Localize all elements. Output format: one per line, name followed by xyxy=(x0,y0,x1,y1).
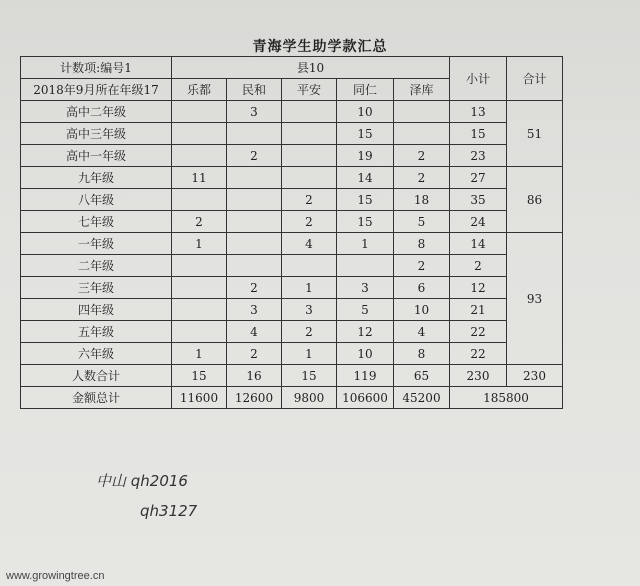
value-cell: 2 xyxy=(394,255,450,277)
value-cell: 1 xyxy=(282,277,337,299)
value-cell: 10 xyxy=(337,101,394,123)
subtotal-cell: 27 xyxy=(450,167,507,189)
value-cell: 14 xyxy=(337,167,394,189)
table-row xyxy=(21,101,563,123)
value-cell: 11600 xyxy=(172,387,227,409)
value-cell: 11 xyxy=(172,167,227,189)
table-row xyxy=(21,211,563,233)
table-row xyxy=(21,255,563,277)
value-cell: 12 xyxy=(337,321,394,343)
grade-cell: 五年级 xyxy=(21,321,172,343)
table-row xyxy=(21,343,563,365)
value-cell: 2 xyxy=(227,145,282,167)
table-row xyxy=(21,167,563,189)
value-cell xyxy=(337,255,394,277)
value-cell: 15 xyxy=(337,123,394,145)
page-title: 青海学生助学款汇总 xyxy=(252,39,388,55)
value-cell: 15 xyxy=(172,365,227,387)
value-cell xyxy=(282,123,337,145)
amount-grand-total: 185800 xyxy=(450,387,563,409)
value-cell: 1 xyxy=(172,233,227,255)
value-cell xyxy=(172,321,227,343)
grade-cell: 八年级 xyxy=(21,189,172,211)
value-cell: 6 xyxy=(394,277,450,299)
grade-cell: 三年级 xyxy=(21,277,172,299)
value-cell: 2 xyxy=(227,277,282,299)
value-cell: 2 xyxy=(282,321,337,343)
value-cell: 8 xyxy=(394,343,450,365)
amount-total-label: 金额总计 xyxy=(21,387,172,409)
grade-cell: 高中一年级 xyxy=(21,145,172,167)
handwritten-note-1: 中山 qh2016 xyxy=(96,472,188,490)
value-cell: 4 xyxy=(282,233,337,255)
value-cell xyxy=(394,101,450,123)
grade-cell: 七年级 xyxy=(21,211,172,233)
subtotal-cell: 35 xyxy=(450,189,507,211)
value-cell: 119 xyxy=(337,365,394,387)
value-cell: 2 xyxy=(227,343,282,365)
value-cell xyxy=(227,189,282,211)
value-cell: 12600 xyxy=(227,387,282,409)
subtotal-cell: 14 xyxy=(450,233,507,255)
value-cell xyxy=(227,233,282,255)
header-row-1 xyxy=(21,57,563,79)
value-cell: 65 xyxy=(394,365,450,387)
value-cell xyxy=(172,123,227,145)
county-header: 民和 xyxy=(227,79,282,101)
value-cell xyxy=(282,101,337,123)
table-row xyxy=(21,145,563,167)
grade-label: 2018年9月所在年级17 xyxy=(21,79,172,101)
handwritten-note-2: qh3127 xyxy=(140,502,198,520)
value-cell xyxy=(394,123,450,145)
value-cell xyxy=(172,255,227,277)
people-total-row xyxy=(21,365,563,387)
value-cell: 45200 xyxy=(394,387,450,409)
subtotal-cell: 22 xyxy=(450,321,507,343)
value-cell: 2 xyxy=(282,189,337,211)
value-cell xyxy=(227,211,282,233)
group-total-cell: 93 xyxy=(507,233,563,365)
value-cell: 4 xyxy=(394,321,450,343)
value-cell xyxy=(282,255,337,277)
value-cell: 3 xyxy=(227,299,282,321)
value-cell: 2 xyxy=(394,145,450,167)
watermark: www.growingtree.cn xyxy=(6,570,105,582)
value-cell: 16 xyxy=(227,365,282,387)
table-row xyxy=(21,299,563,321)
value-cell: 19 xyxy=(337,145,394,167)
grade-cell: 一年级 xyxy=(21,233,172,255)
amount-total-row xyxy=(21,387,563,409)
people-total-label: 人数合计 xyxy=(21,365,172,387)
value-cell: 5 xyxy=(337,299,394,321)
value-cell: 2 xyxy=(282,211,337,233)
grade-cell: 高中三年级 xyxy=(21,123,172,145)
people-grand-total: 230 xyxy=(507,365,563,387)
subtotal-cell: 13 xyxy=(450,101,507,123)
table-row xyxy=(21,189,563,211)
subtotal-cell: 23 xyxy=(450,145,507,167)
value-cell xyxy=(282,167,337,189)
value-cell: 3 xyxy=(282,299,337,321)
value-cell: 1 xyxy=(172,343,227,365)
table-row xyxy=(21,277,563,299)
value-cell: 9800 xyxy=(282,387,337,409)
value-cell: 8 xyxy=(394,233,450,255)
value-cell: 106600 xyxy=(337,387,394,409)
value-cell: 5 xyxy=(394,211,450,233)
table-row xyxy=(21,123,563,145)
subtotal-cell: 2 xyxy=(450,255,507,277)
value-cell: 15 xyxy=(337,189,394,211)
county-header: 同仁 xyxy=(337,79,394,101)
value-cell xyxy=(282,145,337,167)
value-cell: 4 xyxy=(227,321,282,343)
grade-cell: 高中二年级 xyxy=(21,101,172,123)
value-cell: 2 xyxy=(394,167,450,189)
value-cell xyxy=(227,255,282,277)
value-cell xyxy=(172,145,227,167)
grade-cell: 九年级 xyxy=(21,167,172,189)
value-cell: 15 xyxy=(282,365,337,387)
value-cell: 15 xyxy=(337,211,394,233)
county-header: 泽库 xyxy=(394,79,450,101)
value-cell: 10 xyxy=(394,299,450,321)
value-cell xyxy=(172,189,227,211)
county-label: 县10 xyxy=(172,57,450,79)
total-header: 合计 xyxy=(507,57,563,101)
value-cell: 18 xyxy=(394,189,450,211)
value-cell: 10 xyxy=(337,343,394,365)
table-row xyxy=(21,321,563,343)
grade-cell: 二年级 xyxy=(21,255,172,277)
grade-cell: 六年级 xyxy=(21,343,172,365)
value-cell xyxy=(172,299,227,321)
group-total-cell: 86 xyxy=(507,167,563,233)
value-cell: 2 xyxy=(172,211,227,233)
people-subtotal: 230 xyxy=(450,365,507,387)
value-cell xyxy=(227,167,282,189)
summary-table xyxy=(20,56,563,409)
item-label: 计数项:编号1 xyxy=(21,57,172,79)
subtotal-cell: 24 xyxy=(450,211,507,233)
value-cell: 3 xyxy=(337,277,394,299)
subtotal-cell: 15 xyxy=(450,123,507,145)
value-cell: 3 xyxy=(227,101,282,123)
county-header: 乐都 xyxy=(172,79,227,101)
county-header: 平安 xyxy=(282,79,337,101)
group-total-cell: 51 xyxy=(507,101,563,167)
grade-cell: 四年级 xyxy=(21,299,172,321)
subtotal-cell: 12 xyxy=(450,277,507,299)
subtotal-cell: 21 xyxy=(450,299,507,321)
value-cell xyxy=(172,277,227,299)
subtotal-header: 小计 xyxy=(450,57,507,101)
value-cell: 1 xyxy=(282,343,337,365)
subtotal-cell: 22 xyxy=(450,343,507,365)
value-cell xyxy=(227,123,282,145)
value-cell xyxy=(172,101,227,123)
table-row xyxy=(21,233,563,255)
value-cell: 1 xyxy=(337,233,394,255)
